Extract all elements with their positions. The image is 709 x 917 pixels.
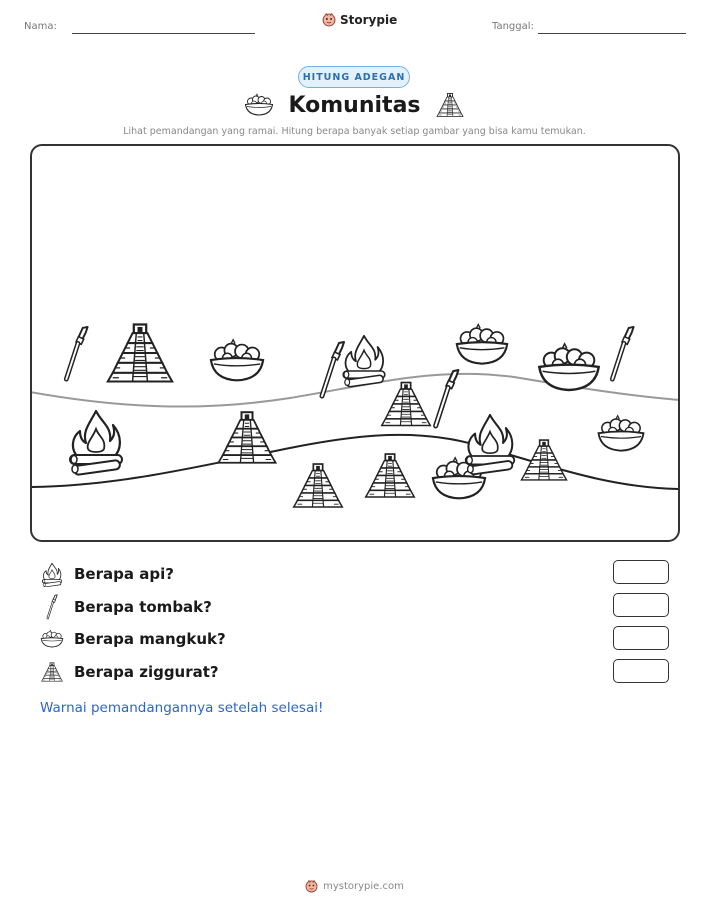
question-text: Berapa mangkuk? xyxy=(74,630,226,648)
fire-icon xyxy=(343,336,385,387)
spear-icon xyxy=(612,327,633,379)
ziggurat-icon xyxy=(366,454,415,497)
ziggurat-icon xyxy=(294,464,343,507)
name-label: Nama: xyxy=(24,21,57,32)
fire-icon xyxy=(70,411,122,475)
fire-icon xyxy=(40,561,64,587)
bowl-icon xyxy=(244,93,274,117)
date-line[interactable] xyxy=(538,33,686,34)
date-label: Tanggal: xyxy=(492,21,534,32)
bowl-icon xyxy=(599,416,644,451)
footer-url[interactable]: mystorypie.com xyxy=(323,881,404,892)
storypie-logo-icon xyxy=(322,13,336,27)
footer xyxy=(0,880,709,893)
question-text: Berapa tombak? xyxy=(74,598,212,616)
ziggurat-icon xyxy=(435,92,465,118)
spear-icon xyxy=(322,342,344,396)
bowl-icon xyxy=(211,340,263,381)
activity-badge: HITUNG ADEGAN xyxy=(298,66,410,88)
question-ziggurat xyxy=(40,661,219,683)
ziggurat-icon xyxy=(382,383,431,426)
name-line[interactable] xyxy=(72,33,255,34)
page-title: Komunitas xyxy=(288,92,421,118)
bowl-icon xyxy=(40,628,64,650)
answer-box-bowl[interactable] xyxy=(613,626,669,650)
ziggurat-icon xyxy=(108,324,172,381)
ziggurat-icon xyxy=(218,412,275,463)
bowl-icon xyxy=(539,344,598,390)
counting-scene xyxy=(30,144,680,542)
spear-icon xyxy=(40,594,64,620)
bowl-icon xyxy=(457,324,507,363)
hill-line-front xyxy=(30,435,680,489)
answer-box-fire[interactable] xyxy=(613,560,669,584)
spear-icon xyxy=(66,327,87,379)
answer-box-spear[interactable] xyxy=(613,593,669,617)
coloring-note: Warnai pemandangannya setelah selesai! xyxy=(40,700,324,716)
scene-drawing xyxy=(30,144,680,542)
question-spear xyxy=(40,594,212,620)
title-row xyxy=(0,92,709,118)
question-bowl xyxy=(40,628,226,650)
brand-name: Storypie xyxy=(340,13,398,27)
spear-icon xyxy=(436,370,459,426)
ziggurat-icon xyxy=(40,661,64,683)
question-text: Berapa ziggurat? xyxy=(74,663,219,681)
instruction-text: Lihat pemandangan yang ramai. Hitung berapa banyak setiap gambar yang bisa kamu temukan. xyxy=(123,126,586,137)
answer-box-ziggurat[interactable] xyxy=(613,659,669,683)
storypie-logo-icon xyxy=(305,880,318,893)
storypie-logo xyxy=(322,13,397,27)
question-fire xyxy=(40,561,174,587)
fire-icon xyxy=(466,415,515,475)
question-text: Berapa api? xyxy=(74,565,174,583)
